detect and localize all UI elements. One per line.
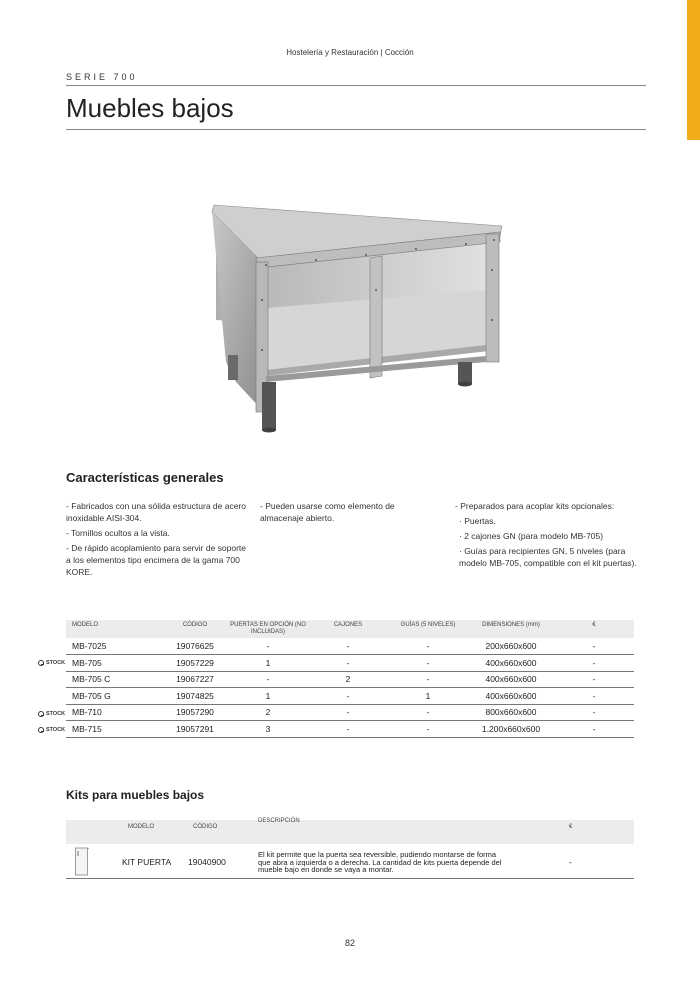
check-circle-icon bbox=[38, 711, 44, 717]
cell-guias: - bbox=[388, 638, 468, 655]
feature-item: - Fabricados con una sólida estructura de acero inoxidable AISI-304. bbox=[66, 501, 247, 523]
series-label: SERIE 700 bbox=[66, 72, 138, 82]
cell-precio: - bbox=[554, 655, 634, 672]
product-image bbox=[66, 150, 638, 450]
feature-item: · Puertas. bbox=[459, 516, 496, 526]
cell-codigo: 19076625 bbox=[162, 638, 228, 655]
feature-intro: - Preparados para acoplar kits opcionales: bbox=[455, 501, 615, 511]
cabinet-illustration bbox=[66, 150, 638, 450]
table-row bbox=[66, 671, 634, 688]
col-header-dimensiones: DIMENSIONES (mm) bbox=[468, 620, 554, 638]
features-col-1 bbox=[66, 500, 246, 581]
kits-table-header bbox=[66, 820, 634, 844]
cell-puertas: 1 bbox=[228, 688, 308, 705]
cell-cajones: - bbox=[308, 688, 388, 705]
cell-dimensiones: 200x660x600 bbox=[468, 638, 554, 655]
cell-modelo: MB-7025 bbox=[66, 638, 162, 655]
kit-precio: - bbox=[569, 857, 572, 867]
cell-puertas: 2 bbox=[228, 704, 308, 721]
col-header-puertas: PUERTAS EN OPCIÓN (NO INCLUIDAS) bbox=[228, 620, 308, 638]
table-header-row bbox=[66, 620, 634, 638]
table-row bbox=[66, 655, 634, 672]
feature-item: - Pueden usarse como elemento de almacenaje abierto. bbox=[260, 501, 395, 523]
cell-precio: - bbox=[554, 704, 634, 721]
cell-modelo: MB-705 C bbox=[66, 671, 162, 688]
col-header-guias: GUÍAS (5 NIVELES) bbox=[388, 620, 468, 638]
cell-guias: - bbox=[388, 721, 468, 738]
features-col-2 bbox=[260, 500, 420, 527]
cell-codigo: 19067227 bbox=[162, 671, 228, 688]
kits-col-descripcion: DESCRIPCIÓN bbox=[258, 818, 300, 824]
col-header-modelo: MODELO bbox=[66, 620, 162, 638]
table-row bbox=[66, 721, 634, 738]
stock-badge bbox=[38, 660, 65, 666]
cell-cajones: - bbox=[308, 655, 388, 672]
kits-col-codigo: CÓDIGO bbox=[193, 824, 218, 830]
features-col-3 bbox=[455, 500, 637, 572]
divider bbox=[66, 129, 646, 130]
cell-puertas: - bbox=[228, 671, 308, 688]
col-header-cajones: CAJONES bbox=[308, 620, 388, 638]
stock-label: STOCK bbox=[46, 660, 66, 666]
cell-puertas: - bbox=[228, 638, 308, 655]
feature-item: - Tornillos ocultos a la vista. bbox=[66, 528, 170, 538]
cell-dimensiones: 800x660x600 bbox=[468, 704, 554, 721]
cell-puertas: 3 bbox=[228, 721, 308, 738]
kit-modelo: KIT PUERTA bbox=[122, 857, 172, 867]
cell-codigo: 19057290 bbox=[162, 704, 228, 721]
stock-label: STOCK bbox=[46, 711, 66, 717]
cell-codigo: 19057291 bbox=[162, 721, 228, 738]
kits-col-modelo: MODELO bbox=[128, 824, 155, 830]
cell-cajones: - bbox=[308, 721, 388, 738]
cell-dimensiones: 400x660x600 bbox=[468, 688, 554, 705]
cell-precio: - bbox=[554, 721, 634, 738]
cell-cajones: - bbox=[308, 704, 388, 721]
cell-modelo: MB-705 G bbox=[66, 688, 162, 705]
stock-badge bbox=[38, 711, 65, 717]
cell-precio: - bbox=[554, 688, 634, 705]
accent-tab bbox=[687, 0, 700, 140]
cell-cajones: 2 bbox=[308, 671, 388, 688]
cell-guias: - bbox=[388, 655, 468, 672]
cell-codigo: 19057229 bbox=[162, 655, 228, 672]
header-breadcrumb: Hostelería y Restauración | Cocción bbox=[286, 48, 414, 57]
kits-heading: Kits para muebles bajos bbox=[66, 788, 205, 802]
cell-dimensiones: 400x660x600 bbox=[468, 655, 554, 672]
cell-puertas: 1 bbox=[228, 655, 308, 672]
stock-label: STOCK bbox=[46, 727, 66, 733]
cell-modelo: MB-710 bbox=[66, 704, 162, 721]
cell-precio: - bbox=[554, 671, 634, 688]
feature-item: - De rápido acoplamiento para servir de soporte a los elementos tipo encimera de la gama 700 KORE. bbox=[66, 543, 247, 577]
page-number: 82 bbox=[344, 938, 355, 948]
table-row bbox=[66, 688, 634, 705]
cell-dimensiones: 1.200x660x600 bbox=[468, 721, 554, 738]
cell-codigo: 19074825 bbox=[162, 688, 228, 705]
cell-precio: - bbox=[554, 638, 634, 655]
page-title: Muebles bajos bbox=[66, 93, 234, 123]
door-kit-icon bbox=[74, 847, 90, 877]
spec-table bbox=[66, 620, 634, 738]
table-row bbox=[66, 704, 634, 721]
cell-guias: - bbox=[388, 704, 468, 721]
feature-item: · 2 cajones GN (para modelo MB-705) bbox=[459, 531, 604, 541]
divider bbox=[66, 85, 646, 86]
kit-codigo: 19040900 bbox=[188, 857, 226, 867]
kits-table-row bbox=[66, 846, 634, 879]
cell-cajones: - bbox=[308, 638, 388, 655]
col-header-precio: € bbox=[554, 620, 634, 638]
col-header-codigo: CÓDIGO bbox=[162, 620, 228, 638]
table-row bbox=[66, 638, 634, 655]
cell-guias: 1 bbox=[388, 688, 468, 705]
cell-dimensiones: 400x660x600 bbox=[468, 671, 554, 688]
cell-modelo: MB-715 bbox=[66, 721, 162, 738]
cell-modelo: MB-705 bbox=[66, 655, 162, 672]
kit-descripcion: El kit permite que la puerta sea reversible, pudiendo montarse de forma que abra a izquierda o a derecha. La cantidad de kits puerta depende del mueble bajo en donde se vaya a montar. bbox=[258, 850, 502, 874]
stock-badge bbox=[38, 727, 65, 733]
feature-item: · Guías para recipientes GN, 5 niveles (para modelo MB-705, compatible con el kit puertas). bbox=[459, 546, 637, 568]
kits-col-precio: € bbox=[569, 824, 573, 830]
check-circle-icon bbox=[38, 727, 44, 733]
features-heading: Características generales bbox=[66, 470, 224, 485]
cell-guias: - bbox=[388, 671, 468, 688]
check-circle-icon bbox=[38, 660, 44, 666]
